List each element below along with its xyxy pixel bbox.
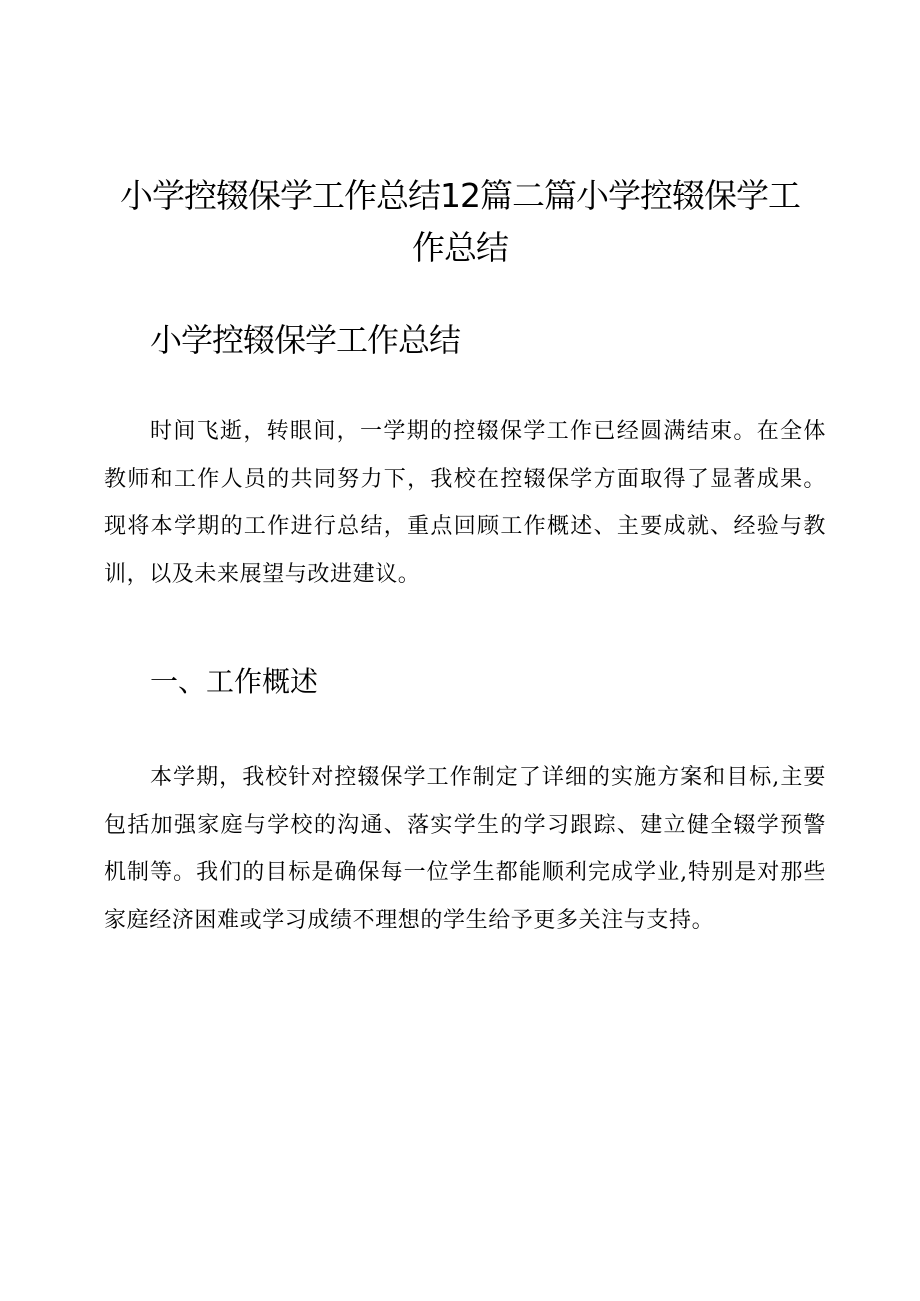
document-title: 小学控辍保学工作总结12篇二篇小学控辍保学工作总结 bbox=[120, 176, 800, 267]
section-paragraph-overview: 本学期，我校针对控辍保学工作制定了详细的实施方案和目标,主要包括加强家庭与学校的沟通、落实学生的学习跟踪、建立健全辍学预警机制等。我们的目标是确保每一位学生都能顺利完成学业,特别是对那些家庭经济困难或学习成绩不理想的学生给予更多关注与支持。 bbox=[104, 765, 826, 933]
document-subtitle: 小学控辍保学工作总结 bbox=[150, 321, 461, 359]
section-heading-overview: 一、工作概述 bbox=[150, 665, 319, 698]
intro-paragraph: 时间飞逝，转眼间，一学期的控辍保学工作已经圆满结束。在全体教师和工作人员的共同努力下，我校在控辍保学方面取得了显著成果。现将本学期的工作进行总结，重点回顾工作概述、主要成就、经验与教训，以及未来展望与改进建议。 bbox=[104, 419, 826, 587]
